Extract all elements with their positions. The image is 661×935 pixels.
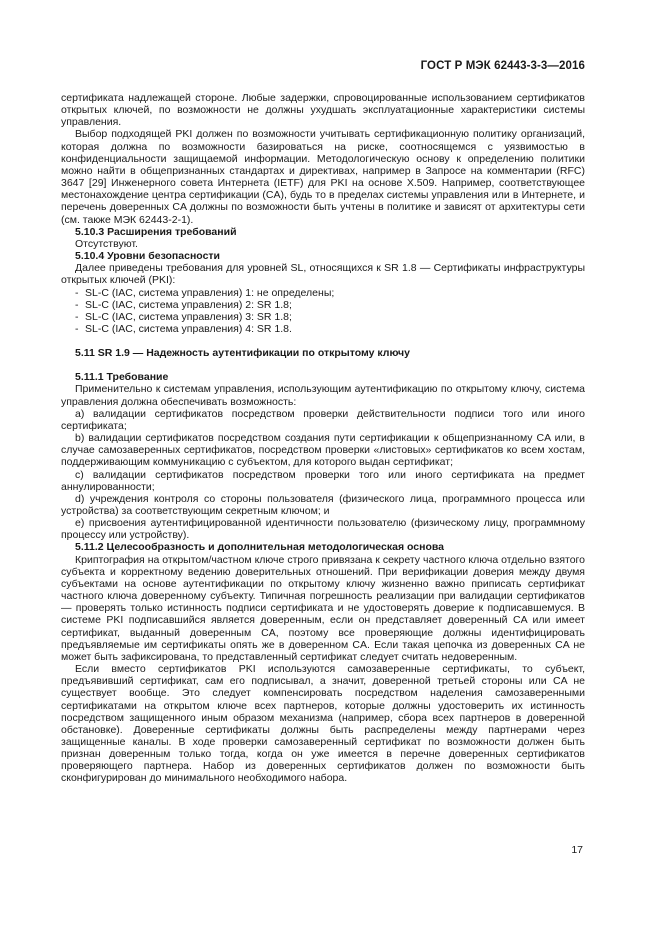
requirement-item-b: b) валидации сертификатов посредством создания пути сертификации к общепризнанному CA или, в случае самозаверенных сертификатов, посредством проверки «листовых» сертификатов ко всем хостам, поддерживающим коммуникацию с субъектом, для которого выдан сертификат; [61,432,585,469]
list-marker: - [75,286,79,299]
paragraph: Криптография на открытом/частном ключе строго привязана к секрету частного ключа отдельно взятого субъекта и корректному ведению доверительных отношений. При верификации доверия между двумя субъектами на основе аутентификации по открытому ключу жизненно важно приписать сертификат частного ключа доверенному субъекту. Типичная погрешность реализации при валидации сертификатов — проверять только истинность подписи сертификата и не удостоверять доверие к подписавшемуся. В системе PKI подписавшийся является доверенным, если он представляет доверенный CA или имеет сертификат, выданный доверенным CA, поэтому все проверяющие должны идентифицировать предъявляемые им сертификаты опять же в доверенном CA. Если такая цепочка из доверенных CA не может быть зафиксирована, то представленный сертификат следует считать недоверенным. [61,553,585,663]
paragraph: сертификата надлежащей стороне. Любые задержки, спровоцированные использованием сертификатов открытых ключей, по возможности не должны ухудшать эксплуатационные характеристики системы управления. [61,92,585,129]
document-body [61,92,585,785]
paragraph: Выбор подходящей PKI должен по возможности учитывать сертификационную политику организаций, которая должна по возможности базироваться на риске, соотносящемся с уязвимостью в конфиденциальности защищаемой информации. Методологическую основу к определению политики можно найти в общепризнанных стандартах и директивах, например в Запросе на комментарии (RFC) 3647 [29] Инженерного совета Интернета (IETF) для PKI на основе X.509. Например, соответствующее местонахождение центра сертификации (CA), будь то в пределах системы управления или в Интернете, и перечень доверенных CA должны по возможности быть учтены в политике и зависят от архитектуры сети (см. также МЭК 62443-2-1). [61,128,585,226]
list-item-text: SL-C (IAC, система управления) 3: SR 1.8; [85,310,292,323]
paragraph: Применительно к системам управления, использующим аутентификацию по открытому ключу, система управления должна обеспечивать возможность: [61,383,585,408]
section-heading-5-10-4: 5.10.4 Уровни безопасности [75,250,221,263]
list-item-text: SL-C (IAC, система управления) 1: не определены; [85,286,335,299]
list-item-text: SL-C (IAC, система управления) 4: SR 1.8. [85,322,292,335]
section-heading-5-11-2: 5.11.2 Целесообразность и дополнительная методологическая основа [75,541,445,554]
paragraph: Если вместо сертификатов PKI используются самозаверенные сертификаты, то субъект, предъявивший сертификат, сам его подписывал, а значит, доверенной третьей стороны или CA не существует вообще. Это следует компенсировать посредством наделения самозаверенными сертификатами на открытом ключе всех партнеров, которые должны удостоверить их истинность посредством защищенного иным образом механизма (например, сбора всех партнеров в доверенной обстановке). Доверенные сертификаты должны быть распределены между партнерами через защищенные каналы. В ходе проверки самозаверенный сертификат по возможности должен быть признан доверенным только тогда, когда он уже имеется в перечне доверенных сертификатов проверяющего партнера. Набор из доверенных сертификатов должен по возможности быть сконфигурирован до минимального необходимого набора. [61,663,585,785]
list-item [61,311,585,323]
list-marker: - [75,298,79,311]
paragraph: Далее приведены требования для уровней SL, относящихся к SR 1.8 — Сертификаты инфраструктуры открытых ключей (PKI): [61,262,585,287]
page-number: 17 [571,844,583,856]
section-heading-5-11: 5.11 SR 1.9 — Надежность аутентификации по открытому ключу [75,347,410,360]
requirement-item-c: c) валидации сертификатов посредством проверки того или иного сертификата на предмет аннулированности; [61,468,585,493]
list-item [61,287,585,299]
requirement-item-e: e) присвоения аутентифицированной идентичности пользователю (физическому лицу, программному процессу или устройству). [61,517,585,542]
list-item-text: SL-C (IAC, система управления) 2: SR 1.8; [85,298,292,311]
list-item [61,299,585,311]
list-item [61,323,585,335]
list-marker: - [75,310,79,323]
requirement-item-a: a) валидации сертификатов посредством проверки действительности подписи того или иного сертификата; [61,407,585,432]
requirement-item-d: d) учреждения контроля со стороны пользователя (физического лица, программного процесса или устройства) за соответствующим секретным ключом; и [61,492,585,517]
section-heading-5-10-3: 5.10.3 Расширения требований [75,225,237,238]
list-marker: - [75,322,79,335]
section-heading-5-11-1: 5.11.1 Требование [75,371,169,384]
paragraph: Отсутствуют. [75,237,138,250]
standard-title: ГОСТ Р МЭК 62443-3-3—2016 [420,60,585,72]
